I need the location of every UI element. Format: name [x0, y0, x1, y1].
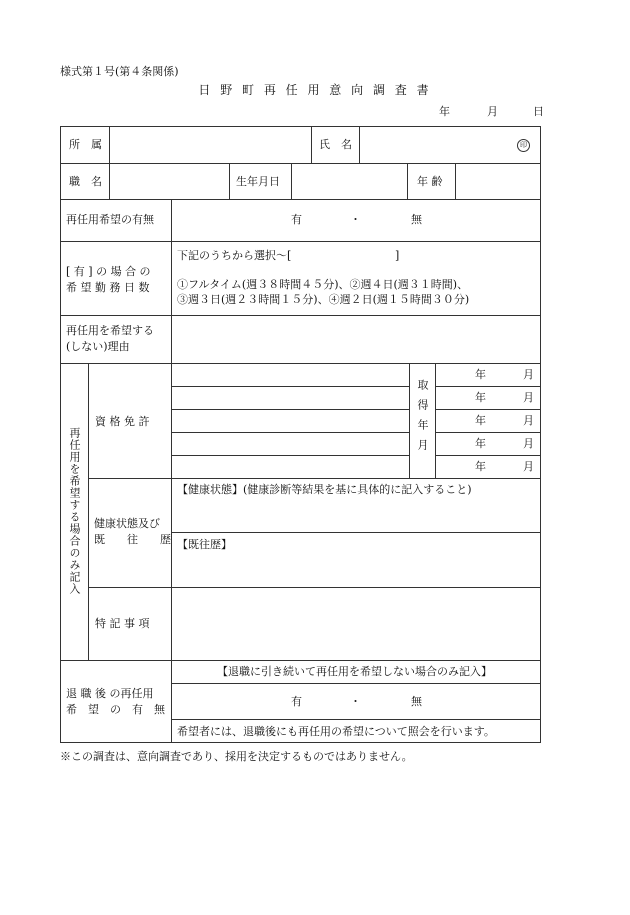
health-label-line2: 既 往 歴: [94, 533, 171, 546]
footer-note: ※この調査は、意向調査であり、採用を決定するものではありません。: [60, 750, 413, 763]
work-days-label-line1: [ 有 ] の 場 合 の: [66, 265, 151, 278]
form-code: 様式第１号(第４条関係): [60, 65, 179, 78]
name-field[interactable]: [360, 127, 540, 163]
license-date-month: 月: [523, 414, 534, 427]
license-date-month: 月: [523, 437, 534, 450]
only-if-desired-vertical-label: 再任用を希望する場合のみ記入: [68, 427, 81, 595]
work-days-option-line1: ①フルタイム(週３８時間４５分)、②週４日(週３１時間)、: [177, 278, 469, 291]
license-field-3[interactable]: [172, 410, 408, 432]
age-label: 年 齢: [417, 175, 443, 188]
license-date-month: 月: [523, 368, 534, 381]
position-label: 職 名: [69, 175, 102, 188]
health-label-line1: 健康状態及び: [94, 517, 160, 530]
date-day-label: 日: [533, 105, 544, 118]
health-status-field[interactable]: [172, 499, 540, 532]
post-retirement-label-line2: 希 望 の 有 無: [66, 703, 165, 716]
age-field[interactable]: [456, 164, 540, 199]
work-days-select-field[interactable]: [307, 246, 395, 262]
desire-no-option[interactable]: 無: [411, 213, 422, 226]
reason-label-line1: 再任用を希望する: [66, 324, 154, 337]
document-title: 日 野 町 再 任 用 意 向 調 査 書: [198, 83, 432, 97]
license-field-4[interactable]: [172, 433, 408, 455]
reason-label-line2: (しない)理由: [66, 340, 130, 353]
reemployment-desire-label: 再任用希望の有無: [66, 213, 154, 226]
post-retirement-label-line1: 退 職 後 の再任用: [66, 687, 154, 700]
license-date-year: 年: [475, 391, 486, 404]
work-days-label-line2: 希 望 勤 務 日 数: [66, 281, 150, 294]
desire-yes-option[interactable]: 有: [291, 213, 302, 226]
license-date-year: 年: [475, 460, 486, 473]
work-days-option-line2: ③週３日(週２３時間１５分)、④週２日(週１５時間３０分): [177, 293, 470, 306]
date-line: [439, 106, 544, 117]
license-field-5[interactable]: [172, 456, 408, 478]
license-date-month: 月: [523, 460, 534, 473]
reason-field[interactable]: [172, 316, 540, 363]
affiliation-field[interactable]: [110, 127, 310, 163]
post-retirement-instruction: 【退職に引き続いて再任用を希望しない場合のみ記入】: [217, 665, 492, 678]
medical-history-field[interactable]: [172, 554, 540, 587]
health-status-note: 【健康状態】(健康診断等結果を基に具体的に記入すること): [177, 483, 472, 496]
birthdate-label: 生年月日: [236, 175, 280, 188]
license-date-year: 年: [475, 368, 486, 381]
post-retirement-yes-option[interactable]: 有: [291, 695, 302, 708]
work-days-select-close: ]: [395, 249, 400, 262]
license-field-2[interactable]: [172, 387, 408, 409]
post-retirement-notice: 希望者には、退職後にも再任用の希望について照会を行います。: [177, 725, 495, 738]
birthdate-field[interactable]: [292, 164, 406, 199]
affiliation-label: 所 属: [69, 138, 102, 151]
work-days-select-text: 下記のうちから選択～[: [177, 249, 292, 262]
name-label: 氏 名: [319, 138, 352, 151]
post-retirement-separator: ・: [350, 695, 361, 708]
special-notes-label: 特 記 事 項: [95, 617, 150, 630]
date-year-label: 年: [439, 105, 450, 118]
position-field[interactable]: [110, 164, 228, 199]
licenses-label: 資 格 免 許: [95, 415, 150, 428]
desire-separator: ・: [350, 213, 361, 226]
special-notes-field[interactable]: [172, 588, 540, 660]
license-date-month: 月: [523, 391, 534, 404]
acquired-date-label: 取得年月: [416, 379, 429, 459]
date-month-label: 月: [487, 105, 498, 118]
post-retirement-no-option[interactable]: 無: [411, 695, 422, 708]
survey-form-table: [60, 126, 541, 743]
medical-history-note: 【既往歴】: [177, 538, 232, 551]
license-date-year: 年: [475, 437, 486, 450]
license-date-year: 年: [475, 414, 486, 427]
seal-mark-icon: 印: [517, 139, 530, 152]
license-field-1[interactable]: [172, 364, 408, 386]
